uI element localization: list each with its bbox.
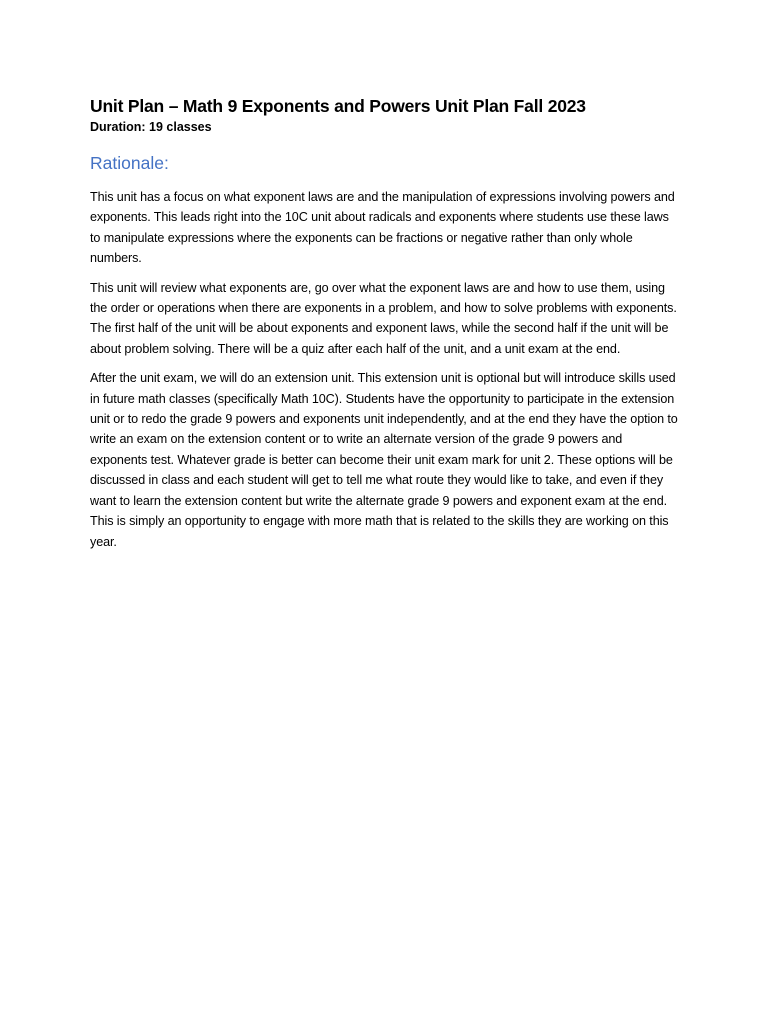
rationale-paragraph-3: After the unit exam, we will do an extension unit. This extension unit is optional but will introduce skills used in future math classes (specifically Math 10C). Students have the opportunity to participate in the extension unit or to redo the grade 9 powers and exponents unit independently, and at the end they have the option to write an exam on the extension content or to write an alternate version of the grade 9 powers and exponents test. Whatever grade is better can become their unit exam mark for unit 2. These options will be discussed in class and each student will get to tell me what route they would like to take, and even if they want to learn the extension content but write the alternate grade 9 powers and exponent exam at the end. This is simply an opportunity to engage with more math that is related to the skills they are working on this year.	[90, 371, 678, 549]
rationale-paragraph-2: This unit will review what exponents are, go over what the exponent laws are and how to use them, using the order or operations when there are exponents in a problem, and how to solve problems with exponents. The first half of the unit will be about exponents and exponent laws, while the second half if the unit will be about problem solving. There will be a quiz after each half of the unit, and a unit exam at the end.	[90, 280, 677, 356]
rationale-heading: Rationale:	[90, 153, 169, 173]
rationale-paragraph-1: This unit has a focus on what exponent laws are and the manipulation of expressions involving powers and exponents. This leads right into the 10C unit about radicals and exponents where students use these laws to manipulate expressions where the exponents can be fractions or negative rather than only whole numbers.	[90, 190, 675, 266]
document-page	[90, 94, 680, 552]
document-title: Unit Plan – Math 9 Exponents and Powers Unit Plan Fall 2023	[90, 96, 586, 116]
duration-label: Duration: 19 classes	[90, 120, 212, 134]
